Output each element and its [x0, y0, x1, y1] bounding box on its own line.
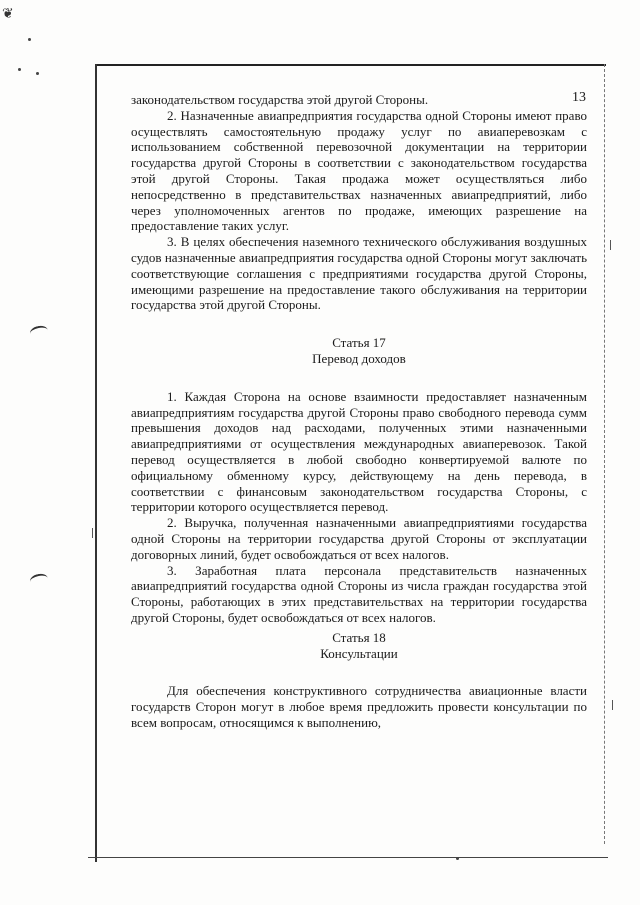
article-18-number: Статья 18: [332, 629, 386, 645]
scan-dot: [36, 72, 39, 75]
spacer: [131, 661, 587, 683]
article-17-paragraph-2: 2. Выручка, полученная назначенными авиапредприятиями государства одной Стороны на территории государства другой Стороны от эксплуатации договорных линий, будет освобождаться от всех налогов.: [131, 515, 587, 562]
scan-dot: [28, 38, 31, 41]
frame-bottom-line: [88, 857, 608, 858]
paragraph-ground-handling: 3. В целях обеспечения наземного технического обслуживания воздушных судов назначенные авиапредприятия государства одной Стороны могут заключать соответствующие соглашения с предприятиями государства другой Стороны, имеющими разрешение на предоставление такого обслуживания на территории государства этой другой Стороны.: [131, 234, 587, 313]
margin-tick: [612, 700, 613, 710]
scan-artifact-glyph: ❦: [2, 6, 14, 22]
margin-tick: [610, 240, 611, 250]
document-body: [131, 92, 587, 731]
article-18-title: Консультации: [320, 645, 398, 661]
spacer: [131, 367, 587, 389]
article-17-paragraph-3: 3. Заработная плата персонала представительств назначенных авиапредприятий государства одной Стороны из числа граждан государства этой Стороны, работающих в этих представительствах на территории государства другой Стороны, будет освобождаться от всех налогов.: [131, 562, 587, 625]
article-18-paragraph-1: Для обеспечения конструктивного сотрудничества авиационные власти государств Сторон могут в любое время предложить провести консультации по всем вопросам, относящимся к выполнению,: [131, 683, 587, 730]
frame-top-line: [96, 64, 606, 66]
margin-curl-mark: [29, 572, 49, 587]
article-17-paragraph-1: 1. Каждая Сторона на основе взаимности предоставляет назначенным авиапредприятиям государства другой Стороны право свободного перевода сумм превышения доходов над расходами, полученных этими назначенными авиапредприятиями от осуществления международных авиаперевозок. Такой перевод осуществляется в любой свободно конвертируемой валюте по официальному обменному курсу, действующему на день перевода, в соответствии с финансовым законодательством государства Стороны, с территории которого осуществляется перевод.: [131, 388, 587, 515]
page-number: 13: [572, 90, 586, 105]
spacer: [131, 313, 587, 335]
frame-right-line: [604, 64, 605, 844]
scan-dot: [18, 68, 21, 71]
article-17-title: Перевод доходов: [312, 350, 406, 366]
frame-left-line: [95, 64, 97, 862]
paragraph-continuation: законодательством государства этой другой Стороны.: [131, 92, 429, 107]
paragraph-sales-rights: 2. Назначенные авиапредприятия государства одной Стороны имеют право осуществлять самостоятельную продажу услуг по авиаперевозкам с использованием собственной перевозочной документации на территории государства другой Стороны в соответствии с законодательством государства этой другой Стороны. Такая продажа может осуществляться либо непосредственно в представительствах назначенных авиапредприятий, либо через уполномоченных агентов по продаже, имеющих разрешение на предоставление таких услуг.: [131, 107, 587, 234]
margin-tick: [92, 528, 93, 538]
margin-curl-mark: [29, 324, 49, 339]
article-17-number: Статья 17: [332, 335, 386, 351]
